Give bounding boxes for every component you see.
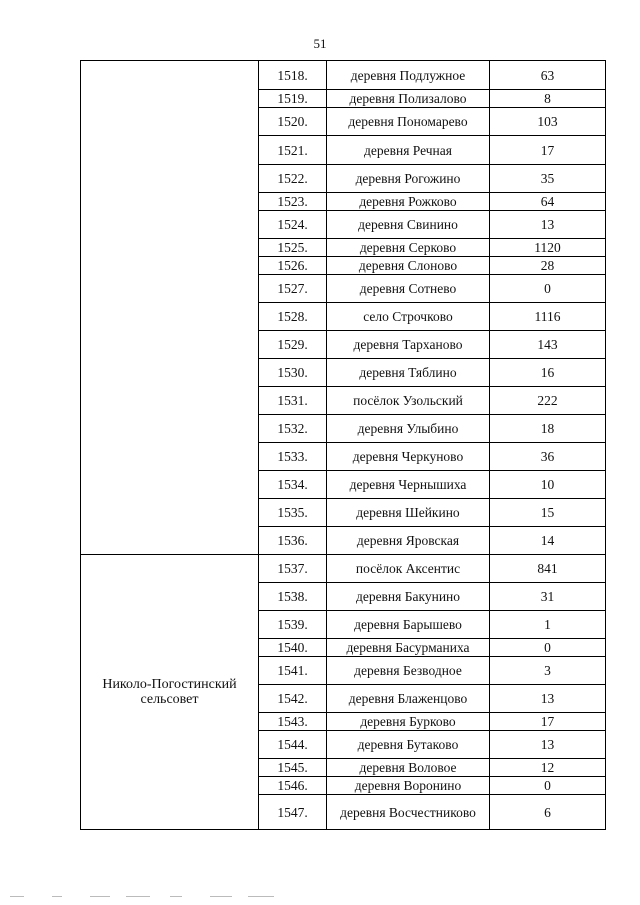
- population-cell: 13: [490, 685, 606, 713]
- population-cell: 13: [490, 211, 606, 239]
- population-cell: 6: [490, 795, 606, 830]
- row-number-cell: 1533.: [259, 443, 327, 471]
- settlement-name-cell: деревня Безводное: [327, 657, 490, 685]
- settlement-name-cell: деревня Пономарево: [327, 108, 490, 136]
- population-cell: 0: [490, 275, 606, 303]
- settlement-name-cell: деревня Воронино: [327, 777, 490, 795]
- settlement-name-cell: посёлок Аксентис: [327, 555, 490, 583]
- population-cell: 16: [490, 359, 606, 387]
- population-cell: 36: [490, 443, 606, 471]
- population-cell: 0: [490, 639, 606, 657]
- settlement-name-cell: деревня Воловое: [327, 759, 490, 777]
- row-number-cell: 1540.: [259, 639, 327, 657]
- population-cell: 841: [490, 555, 606, 583]
- settlement-name-cell: деревня Тяблино: [327, 359, 490, 387]
- row-number-cell: 1523.: [259, 193, 327, 211]
- row-number-cell: 1522.: [259, 165, 327, 193]
- population-cell: 35: [490, 165, 606, 193]
- settlement-name-cell: деревня Басурманиха: [327, 639, 490, 657]
- population-cell: 64: [490, 193, 606, 211]
- population-cell: 31: [490, 583, 606, 611]
- settlement-name-cell: посёлок Узольский: [327, 387, 490, 415]
- settlement-name-cell: деревня Восчестниково: [327, 795, 490, 830]
- row-number-cell: 1524.: [259, 211, 327, 239]
- row-number-cell: 1541.: [259, 657, 327, 685]
- population-cell: 0: [490, 777, 606, 795]
- settlement-name-cell: деревня Подлужное: [327, 61, 490, 90]
- row-number-cell: 1531.: [259, 387, 327, 415]
- population-cell: 17: [490, 136, 606, 165]
- population-cell: 15: [490, 499, 606, 527]
- row-number-cell: 1542.: [259, 685, 327, 713]
- population-cell: 63: [490, 61, 606, 90]
- population-cell: 17: [490, 713, 606, 731]
- row-number-cell: 1526.: [259, 257, 327, 275]
- row-number-cell: 1528.: [259, 303, 327, 331]
- table-row: [81, 61, 606, 90]
- settlement-name-cell: деревня Свинино: [327, 211, 490, 239]
- population-cell: 12: [490, 759, 606, 777]
- settlement-name-cell: деревня Улыбино: [327, 415, 490, 443]
- population-cell: 13: [490, 731, 606, 759]
- row-number-cell: 1544.: [259, 731, 327, 759]
- footer-scan-marks: [0, 896, 640, 900]
- settlement-name-cell: деревня Черкуново: [327, 443, 490, 471]
- row-number-cell: 1520.: [259, 108, 327, 136]
- settlement-name-cell: деревня Блаженцово: [327, 685, 490, 713]
- row-number-cell: 1534.: [259, 471, 327, 499]
- row-number-cell: 1547.: [259, 795, 327, 830]
- settlement-name-cell: деревня Бутаково: [327, 731, 490, 759]
- population-cell: 8: [490, 90, 606, 108]
- row-number-cell: 1535.: [259, 499, 327, 527]
- row-number-cell: 1525.: [259, 239, 327, 257]
- settlement-name-cell: деревня Тарханово: [327, 331, 490, 359]
- row-number-cell: 1543.: [259, 713, 327, 731]
- row-number-cell: 1519.: [259, 90, 327, 108]
- population-cell: 28: [490, 257, 606, 275]
- row-number-cell: 1532.: [259, 415, 327, 443]
- row-number-cell: 1527.: [259, 275, 327, 303]
- settlements-table: [80, 60, 606, 830]
- population-cell: 222: [490, 387, 606, 415]
- row-number-cell: 1521.: [259, 136, 327, 165]
- settlement-name-cell: деревня Рогожино: [327, 165, 490, 193]
- population-cell: 3: [490, 657, 606, 685]
- row-number-cell: 1546.: [259, 777, 327, 795]
- row-number-cell: 1518.: [259, 61, 327, 90]
- population-cell: 143: [490, 331, 606, 359]
- settlement-name-cell: деревня Бурково: [327, 713, 490, 731]
- row-number-cell: 1545.: [259, 759, 327, 777]
- district-cell: [81, 61, 259, 555]
- page-number: 51: [313, 36, 327, 51]
- row-number-cell: 1536.: [259, 527, 327, 555]
- row-number-cell: 1539.: [259, 611, 327, 639]
- row-number-cell: 1538.: [259, 583, 327, 611]
- population-cell: 14: [490, 527, 606, 555]
- row-number-cell: 1537.: [259, 555, 327, 583]
- settlement-name-cell: деревня Сотнево: [327, 275, 490, 303]
- settlement-name-cell: деревня Шейкино: [327, 499, 490, 527]
- population-cell: 10: [490, 471, 606, 499]
- row-number-cell: 1530.: [259, 359, 327, 387]
- settlement-name-cell: деревня Серково: [327, 239, 490, 257]
- population-cell: 18: [490, 415, 606, 443]
- population-cell: 1: [490, 611, 606, 639]
- settlement-name-cell: деревня Барышево: [327, 611, 490, 639]
- row-number-cell: 1529.: [259, 331, 327, 359]
- table-row: [81, 555, 606, 583]
- settlement-name-cell: деревня Рожково: [327, 193, 490, 211]
- population-cell: 103: [490, 108, 606, 136]
- settlement-name-cell: деревня Чернышиха: [327, 471, 490, 499]
- settlement-name-cell: деревня Полизалово: [327, 90, 490, 108]
- district-cell: Николо-Погостинский сельсовет: [81, 555, 259, 830]
- settlement-name-cell: село Строчково: [327, 303, 490, 331]
- population-cell: 1116: [490, 303, 606, 331]
- settlement-name-cell: деревня Бакунино: [327, 583, 490, 611]
- settlement-name-cell: деревня Яровская: [327, 527, 490, 555]
- settlement-name-cell: деревня Речная: [327, 136, 490, 165]
- population-cell: 1120: [490, 239, 606, 257]
- settlement-name-cell: деревня Слоново: [327, 257, 490, 275]
